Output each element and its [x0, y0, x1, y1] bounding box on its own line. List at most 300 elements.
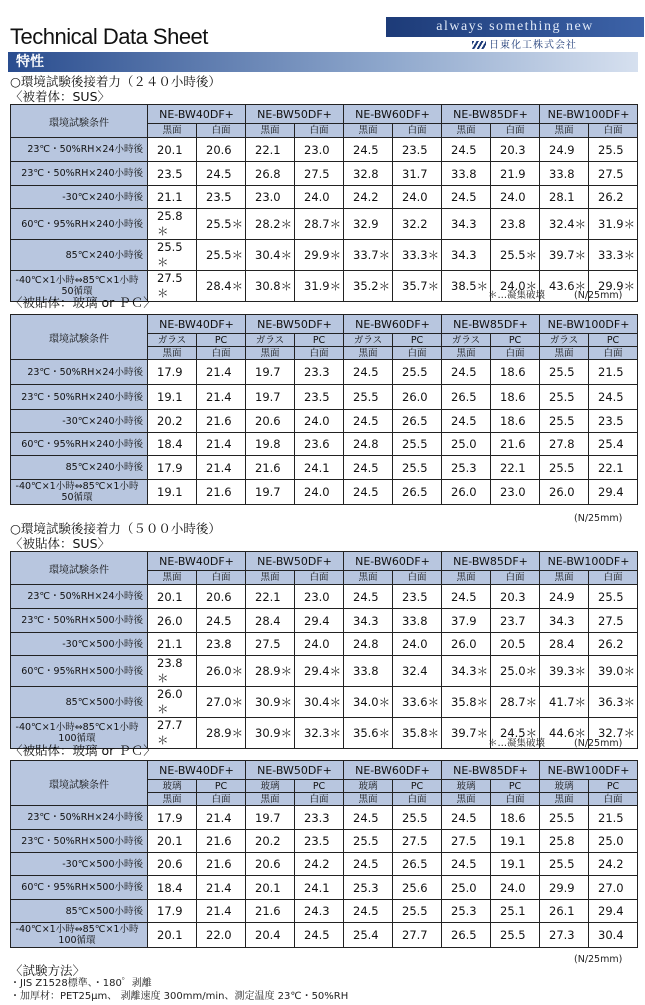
adhesion-value: 22.1 — [589, 456, 638, 480]
table-heading: ○環境試験後接着力（５００小時後） — [10, 521, 221, 536]
adhesion-value: 20.3 — [491, 138, 540, 162]
surface-label: 黒面 — [344, 124, 393, 138]
unit-note: (N/25mm) — [574, 954, 623, 965]
adhesion-value: 31.9＊ — [295, 271, 344, 302]
adhesion-value: 28.4 — [540, 633, 589, 656]
adhesion-table — [10, 104, 638, 302]
product-name: NE-BW60DF+ — [344, 761, 442, 780]
adhesion-value: 27.5 — [246, 633, 295, 656]
surface-label: PC — [589, 780, 638, 793]
condition-line: 23℃・50%RH×240小時後 — [21, 168, 143, 179]
adhesion-value: 29.9＊ — [589, 271, 638, 302]
table-row — [11, 209, 638, 240]
adhesion-value: 19.7 — [246, 806, 295, 830]
adhesion-table — [10, 760, 638, 948]
adhesion-value: 28.9＊ — [197, 718, 246, 749]
surface-label: 黒面 — [344, 347, 393, 360]
condition-line: 23℃・50%RH×24小時後 — [27, 812, 143, 823]
adhesion-value: 32.3＊ — [295, 718, 344, 749]
adhesion-value: 25.3 — [344, 876, 393, 900]
adhesion-value: 39.3＊ — [540, 656, 589, 687]
test-condition — [11, 186, 148, 209]
adhesion-value: 18.4 — [148, 876, 197, 900]
table-row — [11, 923, 638, 948]
adhesion-value: 19.1 — [491, 830, 540, 853]
adhesion-value: 26.0 — [442, 480, 491, 505]
adhesion-value: 18.6 — [491, 360, 540, 385]
test-condition — [11, 853, 148, 876]
surface-label: 白面 — [197, 124, 246, 138]
adhesion-value: 26.0 — [393, 385, 442, 410]
adhesion-value: 33.8 — [540, 162, 589, 186]
adhesion-value: 25.5 — [589, 585, 638, 609]
condition-line: 60℃・95%RH×500小時後 — [21, 882, 143, 893]
adhesion-value: 23.5 — [295, 830, 344, 853]
adhesion-value: 21.4 — [197, 360, 246, 385]
test-condition — [11, 433, 148, 456]
adhesion-value: 25.5 — [393, 806, 442, 830]
adhesion-value: 24.1 — [295, 876, 344, 900]
adhesion-value: 32.8 — [344, 162, 393, 186]
adhesion-value: 25.0 — [442, 876, 491, 900]
adhesion-value: 24.0 — [295, 480, 344, 505]
adhesion-value: 25.6 — [393, 876, 442, 900]
adhesion-value: 20.4 — [246, 923, 295, 948]
adhesion-value: 24.5 — [197, 162, 246, 186]
adhesion-value: 26.5 — [393, 410, 442, 433]
test-condition — [11, 609, 148, 633]
surface-label: ガラス — [148, 334, 197, 347]
test-condition — [11, 806, 148, 830]
adhesion-value: 23.0 — [295, 585, 344, 609]
adhesion-value: 24.5 — [344, 410, 393, 433]
adhesion-value: 41.7＊ — [540, 687, 589, 718]
adhesion-value: 27.7 ＊ — [148, 718, 197, 749]
test-condition — [11, 830, 148, 853]
adhesion-value: 24.2 — [589, 853, 638, 876]
product-name: NE-BW85DF+ — [442, 315, 540, 334]
adhesion-value: 35.6＊ — [344, 718, 393, 749]
adhesion-value: 26.0 — [148, 609, 197, 633]
adhesion-value: 25.5 — [393, 433, 442, 456]
adhesion-value: 25.0＊ — [491, 656, 540, 687]
adhesion-value: 25.5 — [491, 923, 540, 948]
adhesion-value: 25.5 — [540, 806, 589, 830]
surface-label: ガラス — [344, 334, 393, 347]
test-condition — [11, 162, 148, 186]
adhesion-value: 24.5 — [344, 900, 393, 923]
adhesion-value: 28.4＊ — [197, 271, 246, 302]
adhesion-value: 17.9 — [148, 900, 197, 923]
adhesion-value: 20.5 — [491, 633, 540, 656]
adhesion-value: 23.7 — [491, 609, 540, 633]
adhesion-value: 29.4 — [589, 480, 638, 505]
surface-label: 白面 — [491, 793, 540, 806]
company-name-text: 日東化工株式会社 — [489, 40, 577, 51]
surface-label: 黒面 — [442, 347, 491, 360]
table-heading: 〈被着体：SUS〉 — [10, 89, 111, 104]
adhesion-value: 34.3 — [540, 609, 589, 633]
adhesion-value: 22.1 — [246, 138, 295, 162]
surface-label: 白面 — [295, 124, 344, 138]
adhesion-value: 17.9 — [148, 456, 197, 480]
adhesion-value: 25.5 — [540, 360, 589, 385]
adhesion-value: 24.0 — [393, 186, 442, 209]
surface-label: PC — [295, 780, 344, 793]
condition-line: 60℃・95%RH×500小時後 — [21, 665, 143, 677]
adhesion-value: 34.3＊ — [442, 656, 491, 687]
surface-label: 黒面 — [540, 793, 589, 806]
table-row — [11, 900, 638, 923]
adhesion-value: 20.6 — [148, 853, 197, 876]
surface-label: PC — [393, 780, 442, 793]
surface-label: ガラス — [442, 334, 491, 347]
cohesive-failure-note: ＊…凝集破壊 — [488, 290, 546, 301]
adhesion-value: 24.5 — [344, 138, 393, 162]
adhesion-value: 18.6 — [491, 385, 540, 410]
adhesion-value: 25.5＊ — [197, 240, 246, 271]
surface-label: 黒面 — [148, 124, 197, 138]
adhesion-value: 30.4 — [589, 923, 638, 948]
condition-line: 50循環 — [61, 492, 93, 503]
adhesion-value: 24.0 — [295, 186, 344, 209]
surface-label: 黒面 — [442, 571, 491, 585]
product-name: NE-BW85DF+ — [442, 105, 540, 124]
adhesion-value: 24.5 — [344, 360, 393, 385]
adhesion-value: 21.9 — [491, 162, 540, 186]
surface-label: 黒面 — [148, 347, 197, 360]
test-condition — [11, 480, 148, 505]
adhesion-value: 25.5 — [540, 385, 589, 410]
adhesion-value: 35.8＊ — [442, 687, 491, 718]
adhesion-value: 23.0 — [246, 186, 295, 209]
adhesion-value: 19.1 — [491, 853, 540, 876]
surface-label: PC — [589, 334, 638, 347]
adhesion-value: 20.6 — [197, 585, 246, 609]
table-row — [11, 609, 638, 633]
adhesion-value: 26.5 — [393, 480, 442, 505]
table-heading: 〈被貼体：SUS〉 — [10, 536, 111, 551]
adhesion-value: 19.7 — [246, 360, 295, 385]
adhesion-value: 21.4 — [197, 876, 246, 900]
product-name: NE-BW100DF+ — [540, 552, 638, 571]
condition-line: 100循環 — [58, 935, 96, 946]
adhesion-value: 24.3 — [295, 900, 344, 923]
adhesion-value: 33.3＊ — [589, 240, 638, 271]
surface-label: 玻璃 — [148, 780, 197, 793]
adhesion-value: 26.0＊ — [197, 656, 246, 687]
adhesion-value: 21.1 — [148, 186, 197, 209]
product-header-row — [11, 315, 638, 334]
adhesion-value: 29.4 — [589, 900, 638, 923]
table-heading: 〈被貼体：玻璃 or ＰＣ〉 — [10, 743, 156, 758]
adhesion-value: 24.8 — [344, 433, 393, 456]
adhesion-value: 25.5 — [393, 456, 442, 480]
adhesion-value: 20.3 — [491, 585, 540, 609]
surface-label: 白面 — [295, 347, 344, 360]
adhesion-value: 24.5 — [442, 410, 491, 433]
adhesion-value: 23.8 ＊ — [148, 656, 197, 687]
adhesion-value: 24.0＊ — [491, 271, 540, 302]
test-condition — [11, 138, 148, 162]
table-row — [11, 433, 638, 456]
adhesion-value: 24.5 — [442, 186, 491, 209]
product-name: NE-BW40DF+ — [148, 761, 246, 780]
surface-label: 白面 — [491, 124, 540, 138]
test-condition — [11, 585, 148, 609]
surface-label: ガラス — [540, 334, 589, 347]
adhesion-value: 23.5 — [148, 162, 197, 186]
adhesion-value: 20.2 — [246, 830, 295, 853]
adhesion-value: 27.5 — [589, 609, 638, 633]
adhesion-value: 26.5 — [442, 923, 491, 948]
condition-line: -40℃×1小時⇔85℃×1小時 — [15, 481, 139, 492]
adhesion-value: 24.5 — [442, 138, 491, 162]
adhesion-value: 24.9 — [540, 138, 589, 162]
adhesion-value: 29.4 — [295, 609, 344, 633]
product-header-row — [11, 552, 638, 571]
test-condition — [11, 900, 148, 923]
surface-label: 白面 — [393, 347, 442, 360]
adhesion-value: 20.1 — [148, 585, 197, 609]
adhesion-value: 23.5 — [589, 410, 638, 433]
condition-line: -40℃×1小時⇔85℃×1小時 — [15, 275, 139, 286]
table-heading: ○環境試験後接着力（２４０小時後） — [10, 74, 221, 89]
adhesion-value: 25.3 — [442, 900, 491, 923]
surface-label: 黒面 — [246, 347, 295, 360]
adhesion-value: 17.9 — [148, 360, 197, 385]
adhesion-value: 24.5 — [442, 360, 491, 385]
condition-column-header: 環境試験条件 — [11, 761, 148, 806]
adhesion-value: 23.5 — [393, 585, 442, 609]
adhesion-value: 26.0 — [540, 480, 589, 505]
method-line-2: ・加厚材：PET25μm、 剥離速度 300mm/min、測定温度 23℃・50%RH — [10, 991, 349, 1002]
adhesion-value: 37.9 — [442, 609, 491, 633]
table-row — [11, 806, 638, 830]
adhesion-value: 24.1 — [295, 456, 344, 480]
adhesion-value: 24.0 — [491, 186, 540, 209]
product-name: NE-BW85DF+ — [442, 761, 540, 780]
product-name: NE-BW50DF+ — [246, 105, 344, 124]
test-condition — [11, 209, 148, 240]
adhesion-value: 22.1 — [246, 585, 295, 609]
adhesion-value: 28.7＊ — [295, 209, 344, 240]
adhesion-value: 21.6 — [197, 830, 246, 853]
adhesion-value: 27.7 — [393, 923, 442, 948]
table-row — [11, 138, 638, 162]
adhesion-value: 20.6 — [246, 410, 295, 433]
adhesion-value: 21.6 — [197, 410, 246, 433]
adhesion-value: 25.5 — [393, 360, 442, 385]
product-name: NE-BW60DF+ — [344, 105, 442, 124]
surface-label: 黒面 — [540, 124, 589, 138]
test-condition — [11, 687, 148, 718]
product-name: NE-BW100DF+ — [540, 315, 638, 334]
test-condition — [11, 923, 148, 948]
adhesion-value: 27.5 ＊ — [148, 271, 197, 302]
surface-label: 黒面 — [246, 793, 295, 806]
surface-label: 玻璃 — [442, 780, 491, 793]
surface-label: 白面 — [393, 571, 442, 585]
adhesion-value: 28.2＊ — [246, 209, 295, 240]
method-heading: 〈試験方法〉 — [10, 963, 86, 978]
adhesion-value: 18.6 — [491, 410, 540, 433]
condition-line: -30℃×500小時後 — [62, 858, 143, 870]
adhesion-value: 21.6 — [246, 900, 295, 923]
condition-line: 50循環 — [61, 286, 93, 297]
table-row — [11, 585, 638, 609]
surface-label: 黒面 — [442, 124, 491, 138]
adhesion-value: 19.1 — [148, 385, 197, 410]
adhesion-value: 30.9＊ — [246, 718, 295, 749]
surface-label: PC — [197, 334, 246, 347]
adhesion-value: 20.1 — [148, 138, 197, 162]
adhesion-value: 28.7＊ — [491, 687, 540, 718]
adhesion-value: 21.6 — [491, 433, 540, 456]
surface-label: 黒面 — [540, 347, 589, 360]
adhesion-value: 23.6 — [295, 433, 344, 456]
adhesion-value: 30.9＊ — [246, 687, 295, 718]
document-title: Technical Data Sheet — [10, 24, 208, 49]
condition-line: -30℃×240小時後 — [62, 191, 143, 203]
table-heading: 〈被貼体：玻璃 or ＰＣ〉 — [10, 295, 156, 310]
adhesion-value: 24.0 — [491, 876, 540, 900]
condition-line: 85℃×500小時後 — [65, 696, 143, 708]
adhesion-value: 26.5 — [442, 385, 491, 410]
condition-line: 23℃・50%RH×24小時後 — [27, 591, 143, 602]
adhesion-value: 20.2 — [148, 410, 197, 433]
test-condition — [11, 456, 148, 480]
table-row — [11, 830, 638, 853]
company-name — [472, 40, 632, 52]
adhesion-value: 21.1 — [148, 633, 197, 656]
adhesion-value: 25.8 — [540, 830, 589, 853]
surface-label: 白面 — [589, 124, 638, 138]
condition-column-header: 環境試験条件 — [11, 552, 148, 585]
surface-label: 白面 — [393, 793, 442, 806]
adhesion-value: 23.5 — [295, 385, 344, 410]
table-row — [11, 360, 638, 385]
adhesion-value: 24.0 — [295, 633, 344, 656]
condition-column-header: 環境試験条件 — [11, 105, 148, 138]
adhesion-value: 27.0＊ — [197, 687, 246, 718]
product-name: NE-BW60DF+ — [344, 552, 442, 571]
adhesion-value: 29.9＊ — [295, 240, 344, 271]
adhesion-value: 25.5＊ — [491, 240, 540, 271]
adhesion-value: 36.3＊ — [589, 687, 638, 718]
adhesion-value: 33.8 — [442, 162, 491, 186]
condition-line: 85℃×500小時後 — [65, 905, 143, 917]
product-name: NE-BW100DF+ — [540, 105, 638, 124]
adhesion-value: 27.5 — [295, 162, 344, 186]
adhesion-value: 32.7＊ — [589, 718, 638, 749]
adhesion-value: 25.5＊ — [197, 209, 246, 240]
condition-line: 85℃×240小時後 — [65, 462, 143, 473]
surface-label: 白面 — [589, 347, 638, 360]
adhesion-value: 25.3 — [442, 456, 491, 480]
adhesion-value: 26.1 — [540, 900, 589, 923]
adhesion-value: 33.6＊ — [393, 687, 442, 718]
adhesion-value: 21.4 — [197, 385, 246, 410]
adhesion-value: 24.0 — [295, 410, 344, 433]
surface-label: PC — [491, 334, 540, 347]
adhesion-value: 18.6 — [491, 806, 540, 830]
condition-line: -30℃×500小時後 — [62, 638, 143, 650]
table-row — [11, 162, 638, 186]
test-condition — [11, 633, 148, 656]
adhesion-value: 39.7＊ — [540, 240, 589, 271]
product-name: NE-BW85DF+ — [442, 552, 540, 571]
adhesion-value: 31.9＊ — [589, 209, 638, 240]
adhesion-value: 23.8 — [197, 633, 246, 656]
adhesion-value: 33.8 — [393, 609, 442, 633]
adhesion-value: 27.0 — [589, 876, 638, 900]
product-name: NE-BW40DF+ — [148, 105, 246, 124]
adhesion-value: 24.5＊ — [491, 718, 540, 749]
adhesion-value: 30.8＊ — [246, 271, 295, 302]
surface-label: ガラス — [246, 334, 295, 347]
condition-line: -30℃×240小時後 — [62, 415, 143, 427]
adhesion-value: 25.5 — [344, 385, 393, 410]
condition-line: 23℃・50%RH×24小時後 — [27, 366, 143, 378]
surface-label: PC — [393, 334, 442, 347]
adhesion-value: 39.7＊ — [442, 718, 491, 749]
adhesion-value: 24.5 — [589, 385, 638, 410]
adhesion-value: 18.4 — [148, 433, 197, 456]
adhesion-value: 23.8 — [491, 209, 540, 240]
adhesion-value: 22.1 — [491, 456, 540, 480]
adhesion-value: 20.6 — [197, 138, 246, 162]
adhesion-value: 23.0 — [491, 480, 540, 505]
adhesion-value: 25.0 — [442, 433, 491, 456]
product-header-row — [11, 761, 638, 780]
table-row — [11, 186, 638, 209]
adhesion-value: 29.9 — [540, 876, 589, 900]
condition-line: -40℃×1小時⇔85℃×1小時 — [15, 722, 139, 733]
surface-label: 黒面 — [148, 793, 197, 806]
company-tagline: always something new — [386, 17, 644, 37]
adhesion-value: 19.8 — [246, 433, 295, 456]
adhesion-value: 24.8 — [344, 633, 393, 656]
product-name: NE-BW50DF+ — [246, 761, 344, 780]
test-condition — [11, 360, 148, 385]
adhesion-value: 35.8＊ — [393, 718, 442, 749]
adhesion-value: 43.6＊ — [540, 271, 589, 302]
product-name: NE-BW100DF+ — [540, 761, 638, 780]
adhesion-value: 44.6＊ — [540, 718, 589, 749]
product-header-row — [11, 105, 638, 124]
adhesion-value: 24.0 — [393, 633, 442, 656]
surface-label: 白面 — [197, 571, 246, 585]
adhesion-value: 24.5 — [344, 806, 393, 830]
adhesion-value: 34.0＊ — [344, 687, 393, 718]
surface-label: 玻璃 — [344, 780, 393, 793]
adhesion-value: 26.0 ＊ — [148, 687, 197, 718]
surface-label: 白面 — [197, 347, 246, 360]
adhesion-value: 32.4 — [393, 656, 442, 687]
adhesion-value: 35.2＊ — [344, 271, 393, 302]
adhesion-value: 26.5 — [393, 853, 442, 876]
adhesion-value: 21.6 — [197, 480, 246, 505]
table-row — [11, 385, 638, 410]
condition-column-header: 環境試験条件 — [11, 315, 148, 360]
unit-note: (N/25mm) — [574, 513, 623, 524]
adhesion-value: 27.3 — [540, 923, 589, 948]
adhesion-value: 24.2 — [344, 186, 393, 209]
surface-label: PC — [295, 334, 344, 347]
adhesion-value: 21.4 — [197, 900, 246, 923]
surface-label: 白面 — [295, 571, 344, 585]
